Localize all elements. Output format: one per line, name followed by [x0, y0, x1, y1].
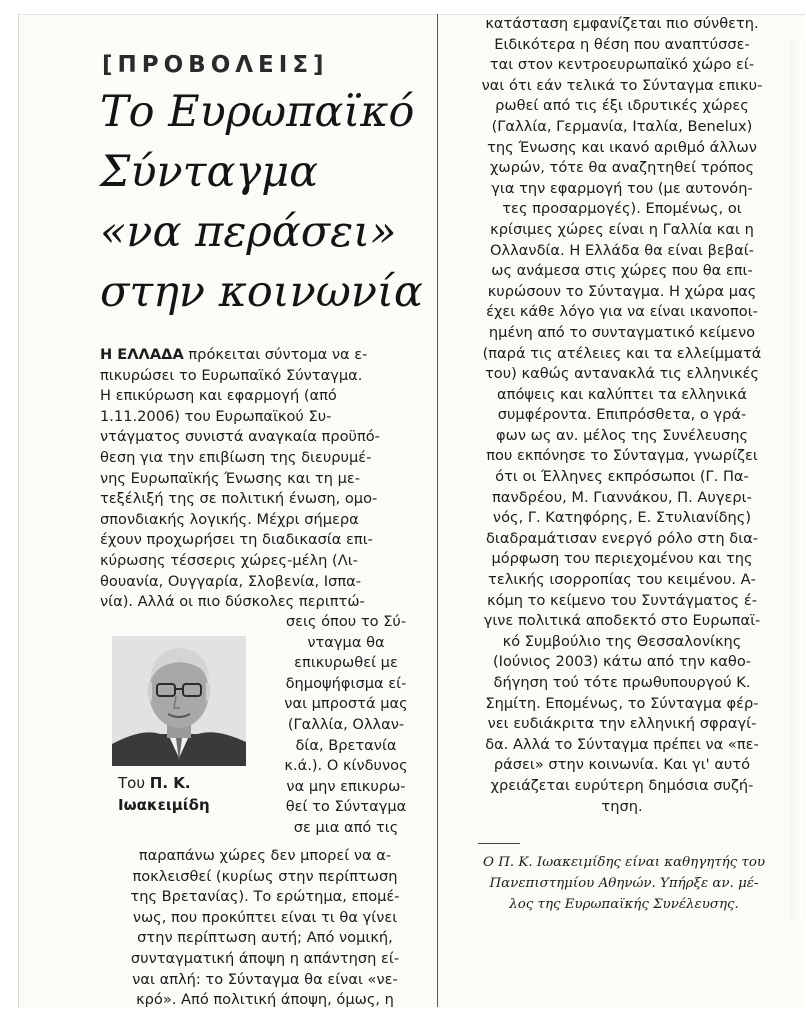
article-right-column	[456, 14, 788, 817]
text-line: θεί το Σύνταγμα	[285, 798, 407, 816]
text-line: επικυρωθεί με	[294, 654, 398, 672]
text-line: συνταγματική άποψη η απάντηση εί-	[130, 949, 400, 967]
text-line: παραπάνω χώρες δεν μπορεί να α-	[138, 847, 392, 864]
text-line: κ.ά.). Ο κίνδυνος	[284, 757, 408, 775]
text-line: έχουν προχωρήσει τη διαδικασία επι-	[100, 531, 373, 549]
text-line: (Ιούνιος 2003) κάτω από την καθο-	[492, 653, 752, 671]
text-line: σε μια από τις	[293, 818, 399, 836]
author-initials: Π. Κ.	[149, 774, 191, 792]
text-line: σεις όπου το Σύ-	[285, 613, 407, 630]
text-line: χρειάζεται ευρύτερη δημόσια συζή-	[490, 776, 754, 794]
text-line: να μην επικυρω-	[286, 777, 406, 795]
text-line: Η επικύρωση και εφαρμογή (από	[100, 387, 337, 405]
text-line: γινε πολιτικά αποδεκτό στο Ευρωπαϊ-	[483, 612, 761, 630]
text-line: ντάγματος συνιστά αναγκαία προϋπό-	[100, 428, 380, 446]
byline-prefix: Του	[118, 774, 150, 792]
text-line: νία). Αλλά οι πιο δύσκολες περιπτώ-	[100, 593, 365, 611]
column-divider	[437, 14, 438, 1007]
text-line: ράσει» στην κοινωνία. Και γι' αυτό	[493, 756, 751, 774]
text-line: ται στον κεντροευρωπαϊκό χώρο εί-	[489, 56, 755, 74]
text-line: που εκπόνησε το Σύνταγμα, γνωρίζει	[486, 447, 758, 465]
article-headline	[100, 82, 430, 322]
text-line: (Γαλλία, Ολλαν-	[287, 715, 405, 733]
text-line: θεση για την επιβίωση της διευρυμέ-	[100, 448, 372, 466]
text-line: φων ως αν. μέλος της Συνέλευσης	[495, 426, 749, 444]
text-line: Σημίτη. Επομένως, το Σύνταγμα φέρ-	[485, 694, 759, 712]
text-line: ρωθεί από τις έξι ιδρυτικές χώρες	[495, 97, 749, 115]
author-note-divider	[478, 843, 520, 844]
text-line: δία, Βρετανία	[295, 736, 397, 754]
text-line: νως, που προκύπτει είναι τι θα γίνει	[132, 908, 398, 926]
note-line: Ο Π. Κ. Ιωακειμίδης είναι καθηγητής του	[482, 855, 766, 870]
lead-first-line-text: πρόκειται σύντομα να ε-	[183, 346, 368, 363]
text-line: απόψεις και καλύπτει τα ελληνικά	[497, 385, 747, 403]
text-line: κόμη το κείμενο του Συντάγματος έ-	[486, 591, 757, 609]
text-line: κρό». Από πολιτική άποψη, όμως, η	[136, 991, 394, 1009]
text-line: ημένη από το συνταγματικό κείμενο	[488, 323, 756, 341]
text-line: κύρωσης τέσσερις χώρες-μέλη (Λι-	[100, 551, 358, 569]
section-label: [ΠΡΟΒΟΛΕΙΣ]	[102, 52, 329, 78]
text-line: δημοψήφισμα εί-	[285, 674, 407, 692]
article-header	[100, 50, 430, 322]
headline-line: Το Ευρωπαϊκό	[100, 87, 415, 137]
text-line: ναι ότι εάν τελικά το Σύνταγμα επικυ-	[481, 76, 763, 94]
byline-line	[118, 772, 278, 794]
text-line: νταγμα θα	[307, 633, 385, 651]
text-line: Ολλανδία. Η Ελλάδα θα είναι βεβαί-	[490, 241, 754, 259]
text-line: δα. Αλλά το Σύνταγμα πρέπει να «πε-	[485, 735, 759, 753]
text-line: της Ένωσης και ικανό αριθμό άλλων	[487, 138, 757, 156]
text-line: ότι οι Έλληνες εκπρόσωποι (Γ. Πα-	[495, 468, 749, 486]
lede-word: Η ΕΛΛΑΔΑ	[100, 346, 184, 363]
article-lead	[100, 345, 430, 613]
text-line: κό Συμβούλιο της Θεσσαλονίκης	[502, 632, 742, 650]
headline-line: στην κοινωνία	[100, 267, 423, 317]
text-line: της Βρετανίας). Το ερώτημα, επομέ-	[130, 888, 400, 906]
text-line: κρίσιμες χώρες είναι η Γαλλία και η	[490, 220, 754, 238]
text-line: ναι απλή: το Σύνταγμα θα είναι «νε-	[132, 970, 398, 988]
author-photo	[112, 636, 246, 766]
lead-first-line	[100, 345, 430, 366]
author-portrait	[112, 636, 246, 766]
text-line: νει ευδιάκριτα την ελληνική σφραγί-	[487, 715, 757, 733]
page-edge-shadow	[790, 40, 802, 920]
text-line: για την εφαρμογή του (με αυτονόη-	[491, 179, 753, 197]
author-surname: Ιωακειμίδη	[118, 796, 210, 814]
text-line: μόρφωση του περιεχομένου και της	[491, 550, 753, 568]
text-line: διαδραμάτισαν ενεργό ρόλο στη δια-	[485, 529, 759, 547]
text-line: έχει κάθε λόγο για να είναι ικανοποι-	[486, 303, 758, 321]
text-line: νός, Γ. Κατηφόρης, Ε. Στυλιανίδης)	[492, 509, 752, 527]
text-line: τες προσαρμογές). Επομένως, οι	[502, 200, 742, 218]
text-line: 1.11.2006) του Ευρωπαϊκού Συ-	[100, 407, 332, 425]
text-line: νης Ευρωπαϊκής Ένωσης και τη με-	[100, 469, 361, 487]
text-line: τελικής ισορροπίας του κειμένου. Α-	[488, 571, 756, 589]
text-line: (Γαλλία, Γερμανία, Ιταλία, Benelux)	[491, 117, 753, 135]
article-continuation	[100, 846, 430, 1011]
text-line: πικυρώσει το Ευρωπαϊκό Σύνταγμα.	[100, 366, 363, 384]
text-line: κυρώσουν το Σύνταγμα. Η χώρα μας	[487, 282, 757, 300]
text-line: χωρών, τότε θα αναζητηθεί τρόπος	[489, 159, 755, 177]
author-byline	[118, 772, 278, 816]
headline-line: «να περάσει»	[100, 207, 397, 257]
text-line: του) καθώς αντανακλά τις ελληνικές	[485, 365, 759, 383]
text-line: σπονδιακής λογικής. Μέχρι σήμερα	[100, 510, 359, 528]
text-line: τηση.	[601, 797, 643, 815]
text-line: δήγηση τού τότε πρωθυπουργού Κ.	[493, 674, 751, 691]
headline-line: Σύνταγμα	[100, 147, 319, 197]
note-line: λος της Ευρωπαϊκής Συνέλευσης.	[509, 897, 739, 912]
text-line: στην περίπτωση αυτή; Από νομική,	[137, 929, 393, 947]
note-line: Πανεπιστημίου Αθηνών. Υπήρξε αν. μέ-	[489, 876, 759, 891]
text-line: τεξέλιξή της σε πολιτική ένωση, ομο-	[100, 490, 378, 508]
author-note	[464, 852, 784, 915]
text-line: (παρά τις ατέλειες και τα ελλείμματά	[482, 344, 762, 362]
text-line: πανδρέου, Μ. Γιαννάκου, Π. Αυγερι-	[492, 488, 752, 506]
article-narrow-column	[262, 612, 430, 839]
text-line: ποκλεισθεί (κυρίως στην περίπτωση	[132, 867, 398, 885]
text-line: συμφέροντα. Επιπρόσθετα, ο γρά-	[497, 406, 747, 424]
text-line: ως ανάμεσα στις χώρες που θα επι-	[491, 262, 753, 280]
text-line: θουανία, Ουγγαρία, Σλοβενία, Ισπα-	[100, 572, 362, 590]
text-line: κατάσταση εμφανίζεται πιο σύνθετη.	[485, 15, 759, 32]
text-line: Ειδικότερα η θέση που αναπτύσσε-	[494, 35, 750, 53]
text-line: ναι μπροστά μας	[284, 695, 408, 713]
